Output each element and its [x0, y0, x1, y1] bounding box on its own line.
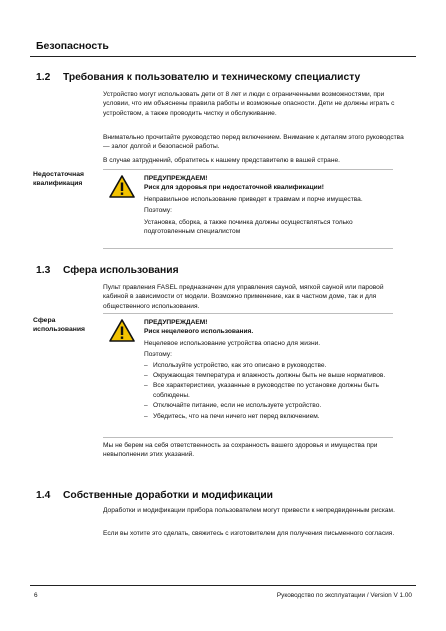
list-item: – Отключайте питание, если не используете устройство.	[144, 401, 393, 410]
margin-label: Сфера использования	[33, 317, 86, 333]
paragraph: Если вы хотите это сделать, свяжитесь с изготовителем для получения письменного согласия.	[103, 530, 395, 537]
warning-label: ПРЕДУПРЕЖДАЕМ!	[144, 175, 208, 182]
footer-doc-title: Руководство по эксплуатации / Version V 1.00	[276, 592, 412, 599]
paragraph: В случае затруднений, обратитесь к нашему представителю в вашей стране.	[103, 157, 340, 164]
warning-triangle-icon	[109, 319, 135, 342]
list-item: – Используйте устройство, как это описано в руководстве.	[144, 361, 393, 370]
paragraph: Устройство могут использовать дети от 8 лет и люди с ограниченными возможностями, при условии, что им объяснены правила работы и возможные опасности. Дети не должны играть с устройством, а также проводить чистку и обслуживание.	[103, 91, 395, 117]
warning-title: Риск нецелевого использования.	[144, 328, 254, 336]
section-number: 1.2	[36, 72, 51, 83]
paragraph: Пульт правления FASEL предназначен для управления сауной, мягкой сауной или паровой кабиной в зависимости от модели. Возможно применение, как в частном доме, так и для общественного использования.	[103, 284, 384, 310]
warning-text: Установка, сборка, а также починка должны осуществляться только подготовленным специалистом	[144, 218, 353, 236]
warning-text: Поэтому:	[144, 207, 172, 215]
warning-text: Неправильное использование приведет к травмам и порче имущества.	[144, 195, 363, 203]
warning-box	[103, 169, 393, 249]
section-number: 1.3	[36, 265, 51, 276]
warning-box	[103, 313, 393, 438]
paragraph: Мы не берем на себя ответственность за сохранность вашего здоровья и имущества при невыполнении этих указаний.	[103, 442, 378, 459]
list-item: – Окружающая температура и влажность должны быть не выше нормативов.	[144, 371, 393, 380]
warning-text: Поэтому:	[144, 351, 172, 359]
warning-label: ПРЕДУПРЕЖДАЕМ!	[144, 319, 208, 326]
list-item: – Все характеристики, указанные в руководстве по установке должны быть соблюдены.	[144, 381, 393, 400]
section-1-3-heading	[36, 265, 179, 276]
page-number: 6	[34, 592, 38, 599]
section-title: Сфера использования	[63, 265, 179, 276]
header-rule	[30, 56, 416, 57]
section-title: Собственные доработки и модификации	[63, 490, 273, 501]
list-item: – Убедитесь, что на печи ничего нет перед включением.	[144, 412, 393, 421]
paragraph: Внимательно прочитайте руководство перед включением. Внимание к деталям этого руководства — залог долгой и безопасной работы.	[103, 134, 404, 151]
warning-triangle-icon	[109, 175, 135, 198]
warning-text: Нецелевое использование устройства опасно для жизни.	[144, 339, 321, 347]
paragraph: Доработки и модификации прибора пользователем могут привести к непредвиденным рискам.	[103, 507, 395, 514]
warning-title: Риск для здоровья при недостаточной квалификации!	[144, 184, 324, 192]
section-number: 1.4	[36, 490, 51, 501]
section-1-2-heading	[36, 72, 360, 83]
page-header-title: Безопасность	[36, 40, 109, 52]
warning-list	[144, 361, 393, 421]
footer-rule	[30, 585, 416, 586]
section-1-4-heading	[36, 490, 273, 501]
section-title: Требования к пользователю и техническому специалисту	[63, 72, 361, 83]
margin-label: Недостаточная квалификация	[33, 171, 84, 187]
